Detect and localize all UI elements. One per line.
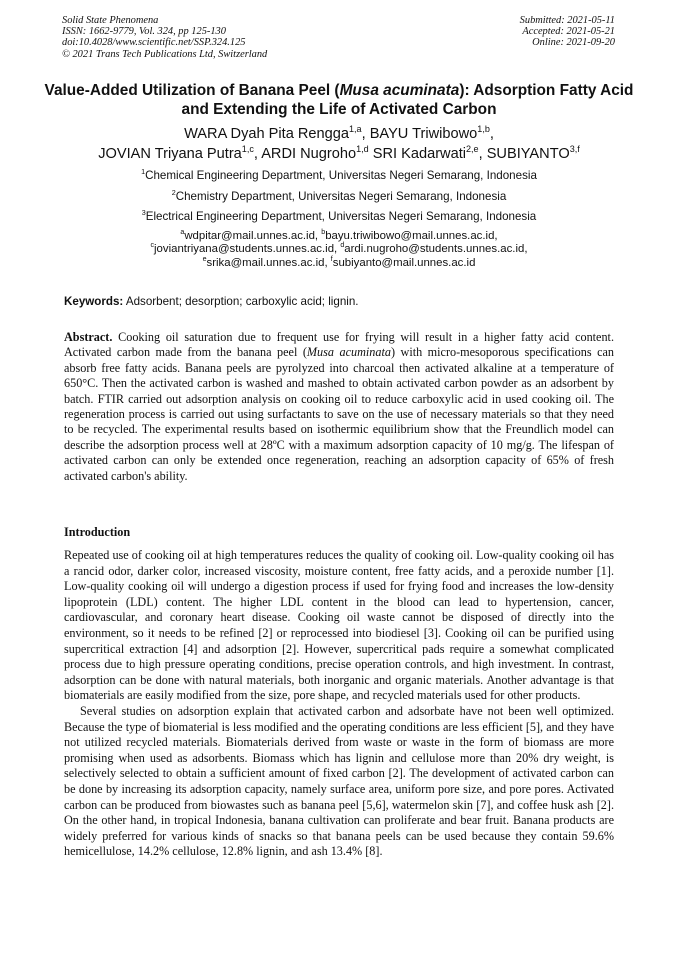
keywords-label: Keywords:	[64, 295, 124, 308]
affiliation-2	[40, 190, 638, 204]
author-name: WARA Dyah Pita Rengga	[184, 126, 349, 142]
abstract-species: Musa acuminata	[306, 345, 391, 360]
email-sep: ,	[314, 230, 322, 242]
email-line-2	[40, 243, 638, 256]
email-sep: ,	[334, 243, 341, 256]
email-block	[40, 230, 638, 270]
email-sup: a	[180, 229, 185, 237]
email-sep: ,	[494, 230, 498, 242]
author-sup: 1,b	[477, 124, 490, 135]
author-name: BAYU Triwibowo	[369, 126, 478, 142]
keywords-text: Adsorbent; desorption; carboxylic acid; lignin.	[123, 295, 359, 308]
online-date: Online: 2021-09-20	[532, 37, 615, 49]
introduction-body	[64, 548, 614, 860]
introduction-paragraph-1: Repeated use of cooking oil at high temperatures reduces the quality of cooking oil. Low-quality cooking oil has a rancid odor, darker color, increased viscosity, moisture content, free fatty acids, and a peroxide number [1]. Low-quality cooking oil will undergo a digestion process if used for frying food and increases the low-density lipoprotein (LDL) content. The higher LDL content in the blood can lead to hypertension, cancer, cardiovascular, and coronary heart disease. Cooking oil waste cannot be disposed of directly into the environment, so it needs to be refined [2] or reprocessed into biodiesel [3]. Cooking oil can be purified using supercritical extraction [4] and adsorption [2]. However, supercritical pads require a somewhat complicated process due to high pressure operating conditions, precise operation controls, and high investment. In contrast, adsorption can be done with natural materials, both inorganic and organic materials. Another advantage is that biomaterials are easily modified from the size, pore shape, and recycled materials used for other products.	[64, 548, 614, 703]
email-address[interactable]: bayu.triwibowo@mail.unnes.ac.id	[325, 230, 495, 242]
affiliation-sup: 3	[141, 208, 146, 218]
email-address[interactable]: subiyanto@mail.unnes.ac.id	[332, 256, 476, 269]
author-line-1	[30, 124, 648, 144]
issn-line: ISSN: 1662-9779, Vol. 324, pp 125-130	[62, 26, 226, 38]
author-sup: 1,a	[349, 124, 362, 135]
author-line-2	[30, 144, 648, 164]
email-sep: ,	[524, 243, 528, 256]
keywords-line	[64, 295, 616, 309]
title-part-1: Value-Added Utilization of Banana Peel (	[44, 82, 340, 99]
author-name: ARDI Nugroho	[261, 146, 357, 162]
author-name: JOVIAN Triyana Putra	[98, 146, 242, 162]
author-sep: ,	[478, 146, 487, 162]
abstract-paragraph	[64, 330, 614, 484]
email-address[interactable]: srika@mail.unnes.ac.id	[206, 256, 325, 269]
affiliation-text: Chemical Engineering Department, Universitas Negeri Semarang, Indonesia	[145, 169, 537, 182]
email-line-3	[40, 257, 638, 270]
email-address[interactable]: ardi.nugroho@students.unnes.ac.id	[344, 243, 525, 256]
author-sup: 1,c	[241, 144, 254, 155]
author-sep: ,	[253, 146, 262, 162]
introduction-paragraph-2: Several studies on adsorption explain that activated carbon and adsorbate have not been well optimized. Because the type of biomaterial is less modified and the operating conditions are less efficient [5], and they have not utilized recycled materials. Biomaterials derived from waste or waste in the form of biomass are more promising when used as adsorbents. Biomass which has lignin and cellulose more than 20% dry weight, is selectively selected to obtain a sufficient amount of fixed carbon [2]. The development of activated carbon can be done by increasing its adsorption capacity, namely surface area, uniform pore size, and pore pores. Activated carbon can be produced from biowastes such as banana peel [5,6], watermelon skin [7], and coffee husk ash [2]. On the other hand, in tropical Indonesia, banana cultivation can proliferate and bear fruit. Banana products are widely preferred for various kinds of snacks so that banana peels can be used because they contain 59.6% hemicellulose, 14.2% cellulose, 12.8% lignin, and ash 13.4% [8].	[64, 703, 614, 859]
submitted-date: Submitted: 2021-05-11	[519, 15, 615, 26]
abstract-label: Abstract.	[64, 330, 113, 344]
email-sep: ,	[324, 256, 331, 269]
author-name: SUBIYANTO	[486, 146, 570, 162]
author-sup: 1,d	[356, 144, 369, 155]
email-sup: f	[330, 256, 333, 264]
affiliation-3	[40, 210, 638, 224]
paper-title	[40, 82, 638, 119]
author-sup: 2,e	[466, 144, 479, 155]
title-species: Musa acuminata	[339, 82, 460, 99]
accepted-date: Accepted: 2021-05-21	[522, 26, 615, 38]
affiliation-text: Chemistry Department, Universitas Negeri Semarang, Indonesia	[175, 190, 507, 203]
author-sep: ,	[489, 126, 494, 142]
email-sup: e	[202, 256, 207, 264]
email-address[interactable]: wdpitar@mail.unnes.ac.id	[184, 230, 315, 242]
affiliation-1	[40, 169, 638, 183]
dates-header	[520, 15, 615, 49]
abstract-text-2: ) with micro-mesoporous specifications can absorb free fatty acids. Banana peels are pyrolyzed into charcoal then activated alkaline at a temperature of 650°C. Then the activated carbon is washed and mashed to obtain activated carbon powder as an adsorbent by batch. FTIR carried out adsorption analysis on cooking oil to reduce carboxylic acid in used cooking oil. The regeneration process is carried out using surfactants to save on the use of necessary materials so that they need to be recycled. The experimental results based on isothermic equilibrium show that the Freundlich model can describe the adsorption process well at 28ºC with a maximum adsorption capacity of 10 mg/g. The lifespan of activated carbon can only be extended once regeneration, reaching an adsorption capacity of 65% of fresh activated carbon's ability.	[64, 345, 614, 483]
affiliation-sup: 1	[141, 167, 146, 177]
author-list	[30, 124, 648, 164]
affiliation-sup: 2	[171, 188, 176, 198]
journal-header	[62, 15, 267, 60]
email-sup: c	[150, 242, 155, 250]
email-line-1	[40, 230, 638, 243]
copyright-line: © 2021 Trans Tech Publications Ltd, Switzerland	[62, 48, 268, 60]
introduction-heading: Introduction	[64, 525, 131, 539]
email-address[interactable]: joviantriyana@students.unnes.ac.id	[154, 243, 335, 256]
doi-line[interactable]: doi:10.4028/www.scientific.net/SSP.324.125	[62, 37, 246, 49]
email-sup: b	[321, 229, 326, 237]
abstract-text-1: Cooking oil saturation due to frequent use for frying will result in a higher fatty acid content. Activated carbon made from the banana peel (	[64, 330, 614, 360]
title-part-2: ): Adsorption Fatty Acid and Extending the Life of Activated Carbon	[181, 82, 634, 118]
author-sep: ,	[361, 126, 370, 142]
author-name: SRI Kadarwati	[372, 146, 467, 162]
journal-name: Solid State Phenomena	[62, 15, 159, 26]
author-sup: 3,f	[569, 144, 580, 155]
email-sup: d	[340, 242, 345, 250]
affiliation-text: Electrical Engineering Department, Universitas Negeri Semarang, Indonesia	[145, 210, 537, 223]
